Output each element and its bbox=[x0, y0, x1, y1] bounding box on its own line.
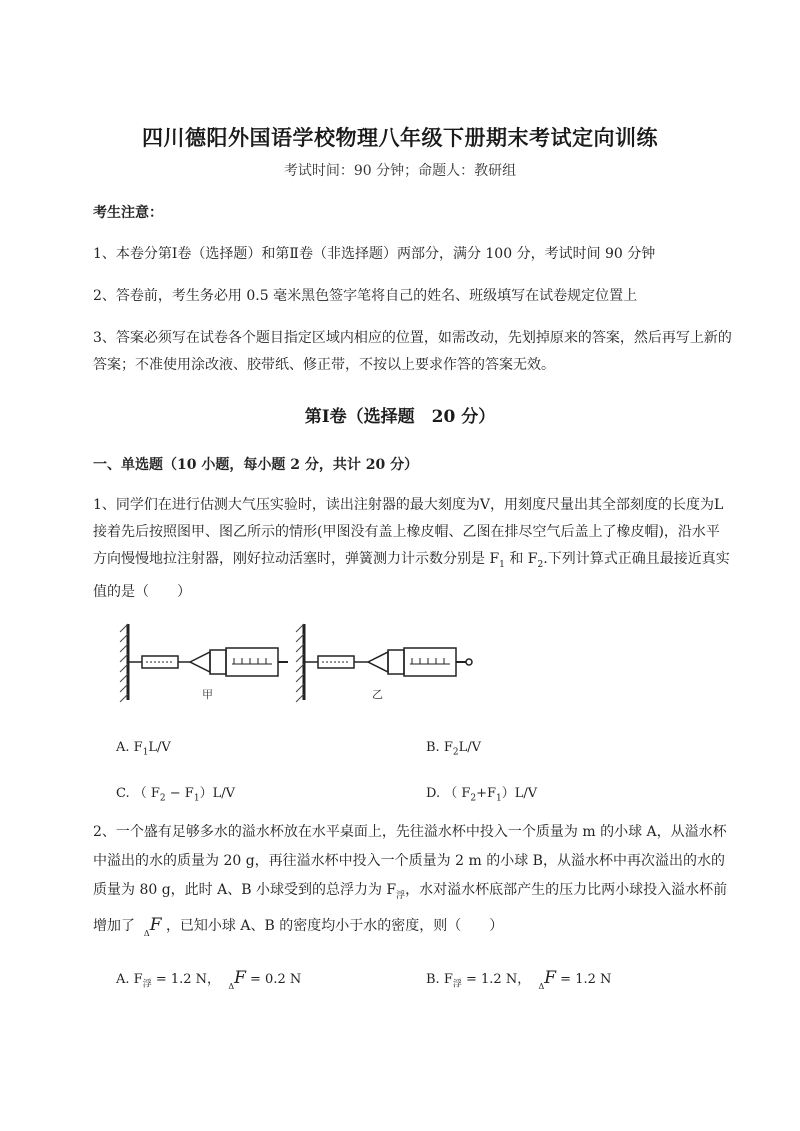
notice-heading: 考生注意： bbox=[93, 205, 163, 221]
page-title: 四川德阳外国语学校物理八年级下册期末考试定向训练 bbox=[142, 125, 658, 150]
q2-option-a[interactable]: A. $F_浮 = 1.2$ N， $_\Delta$F = 0.2 N bbox=[116, 968, 302, 991]
q2-option-b[interactable]: B. $F_浮 = 1.2$ N， $_\Delta$F = 1.2 N bbox=[426, 968, 612, 991]
exam-info: 考试时间：90 分钟；命题人：教研组 bbox=[283, 163, 517, 179]
q1-option-a[interactable]: A. $F_1L/V$ bbox=[116, 740, 171, 758]
q1-option-d[interactable]: D. （ $F_2+F_1)L/V$ bbox=[426, 786, 538, 804]
notice-item-3: 3、答案必须写在试卷各个题目指定区域内相应的位置，如需改动，先划掉原来的答案，然后再写上新的答案；不准使用涂改液、胶带纸、修正带，不按以上要求作答的答案无效。 bbox=[93, 330, 732, 373]
figure-b-label: 乙 bbox=[372, 688, 383, 701]
figure-b bbox=[296, 624, 472, 702]
q1-option-b[interactable]: B. $F_2L/V$ bbox=[426, 740, 481, 758]
q1-option-c[interactable]: C. （ $F_2 - F_1)L/V$ bbox=[116, 786, 235, 804]
section-title: 第Ⅰ卷（选择题 20 分） bbox=[304, 407, 496, 427]
syringe-figure bbox=[118, 618, 478, 710]
notice-item-2: 2、答卷前，考生务必用 0.5 毫米黑色签字笔将自己的姓名、班级填写在试卷规定位置上 bbox=[93, 288, 638, 304]
figure-a bbox=[120, 624, 288, 702]
notice-item-1: 1、本卷分第Ⅰ卷（选择题）和第Ⅱ卷（非选择题）两部分，满分 100 分，考试时间 90 分钟 bbox=[93, 246, 656, 262]
question-1-text: 1、同学们在进行估测大气压实验时，读出注射器的最大刻度为V，用刻度尺量出其全部刻度的长度为L接着先后按照图甲、图乙所示的情形(甲图没有盖上橡皮帽、乙图在排尽空气后盖上了橡皮帽)，沿水平方向慢慢地拉注射器，刚好拉动活塞时，弹簧测力计示数分别是 $F_1$ 和 $F_2$.下列计算式正确且最接近真实值的是（ ） bbox=[93, 497, 730, 600]
question-2-text: 2、一个盛有足够多水的溢水杯放在水平桌面上，先往溢水杯中投入一个质量为 m 的小球 A，从溢水杯中溢出的水的质量为 20 g，再往溢水杯中投入一个质量为 2 m 的小球 B，从溢水杯中再次溢出的水的质量为 80 g，此时 A、B 小球受到的总浮力为 $F_浮$，水对溢水杯底部产生的压力比两小球投入溢水杯前增加了 $_\Delta$F ，已知小球 A、B 的密度均小于水的密度，则（ ） bbox=[93, 824, 728, 938]
part-heading: 一、单选题（10 小题，每小题 2 分，共计 20 分） bbox=[93, 457, 419, 473]
figure-a-label: 甲 bbox=[202, 688, 213, 701]
